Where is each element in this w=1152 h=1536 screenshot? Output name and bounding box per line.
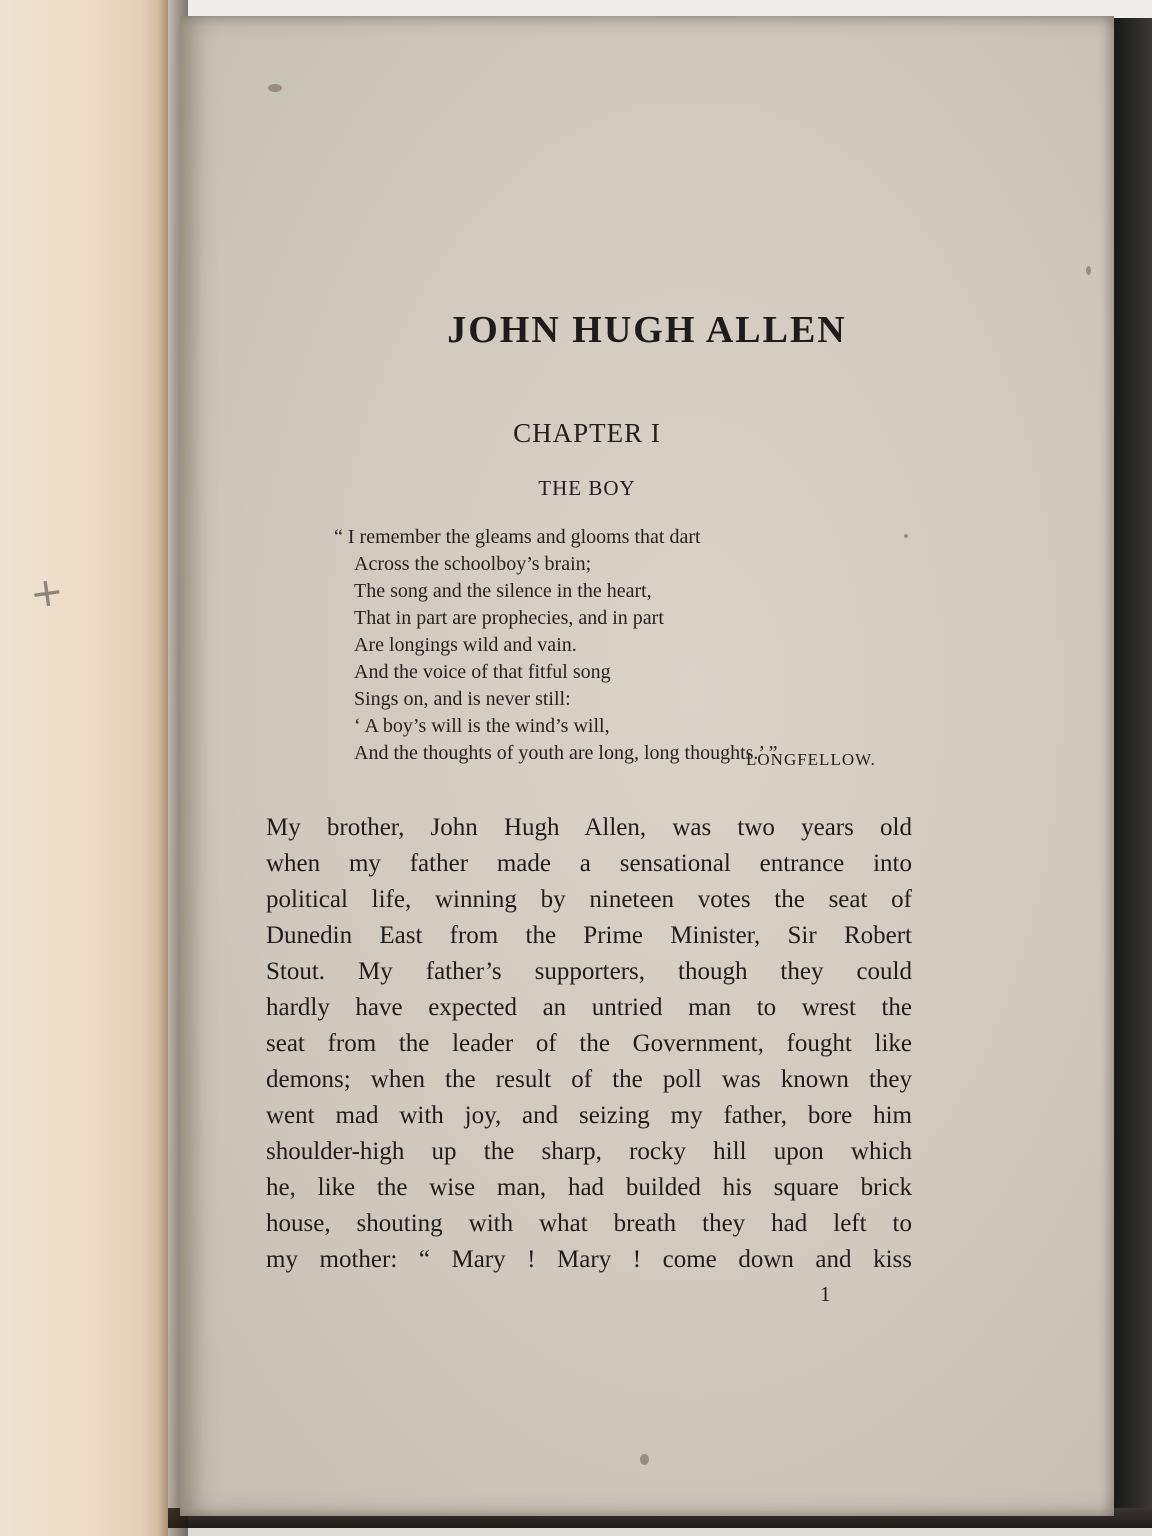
page-stain	[268, 84, 282, 92]
epigraph-line: “ I remember the gleams and glooms that dart	[334, 526, 701, 548]
body-line: went mad with joy, and seizing my father, bore him	[266, 1102, 912, 1129]
body-line: shoulder-high up the sharp, rocky hill upon which	[266, 1138, 912, 1165]
chapter-heading: CHAPTER I	[513, 418, 661, 448]
body-line: house, shouting with what breath they had left to	[266, 1210, 912, 1237]
page-speck	[1086, 266, 1091, 275]
body-line: my mother: “ Mary ! Mary ! come down and kiss	[266, 1246, 912, 1273]
page-number: 1	[820, 1282, 831, 1306]
epigraph-line: Across the schoolboy’s brain;	[354, 553, 592, 575]
left-endpaper	[0, 0, 168, 1536]
page-stain	[640, 1454, 649, 1465]
book-title: JOHN HUGH ALLEN	[447, 309, 847, 351]
epigraph-line: That in part are prophecies, and in part	[354, 607, 664, 629]
body-line: Dunedin East from the Prime Minister, Sir Robert	[266, 922, 912, 949]
body-line: political life, winning by nineteen votes the seat of	[266, 886, 912, 913]
body-line: Stout. My father’s supporters, though they could	[266, 958, 912, 985]
page-content	[180, 16, 1114, 1516]
body-line: hardly have expected an untried man to wrest the	[266, 994, 912, 1021]
epigraph-line: ‘ A boy’s will is the wind’s will,	[354, 715, 610, 737]
page-speck	[904, 534, 908, 538]
epigraph-line: And the voice of that fitful song	[354, 661, 611, 683]
body-line: seat from the leader of the Government, fought like	[266, 1030, 912, 1057]
epigraph-line: The song and the silence in the heart,	[354, 580, 652, 602]
body-line: demons; when the result of the poll was known they	[266, 1066, 912, 1093]
epigraph-attribution: LONGFELLOW.	[746, 750, 876, 769]
epigraph-line: Are longings wild and vain.	[354, 634, 577, 656]
right-page	[180, 16, 1114, 1516]
body-line: he, like the wise man, had builded his square brick	[266, 1174, 912, 1201]
pencil-annotation: +	[26, 567, 67, 619]
epigraph-line: Sings on, and is never still:	[354, 688, 571, 710]
body-line: when my father made a sensational entrance into	[266, 850, 912, 877]
chapter-title: THE BOY	[538, 476, 636, 500]
body-line: My brother, John Hugh Allen, was two years old	[266, 814, 912, 841]
epigraph-line: And the thoughts of youth are long, long thoughts.’ ”	[354, 742, 778, 764]
